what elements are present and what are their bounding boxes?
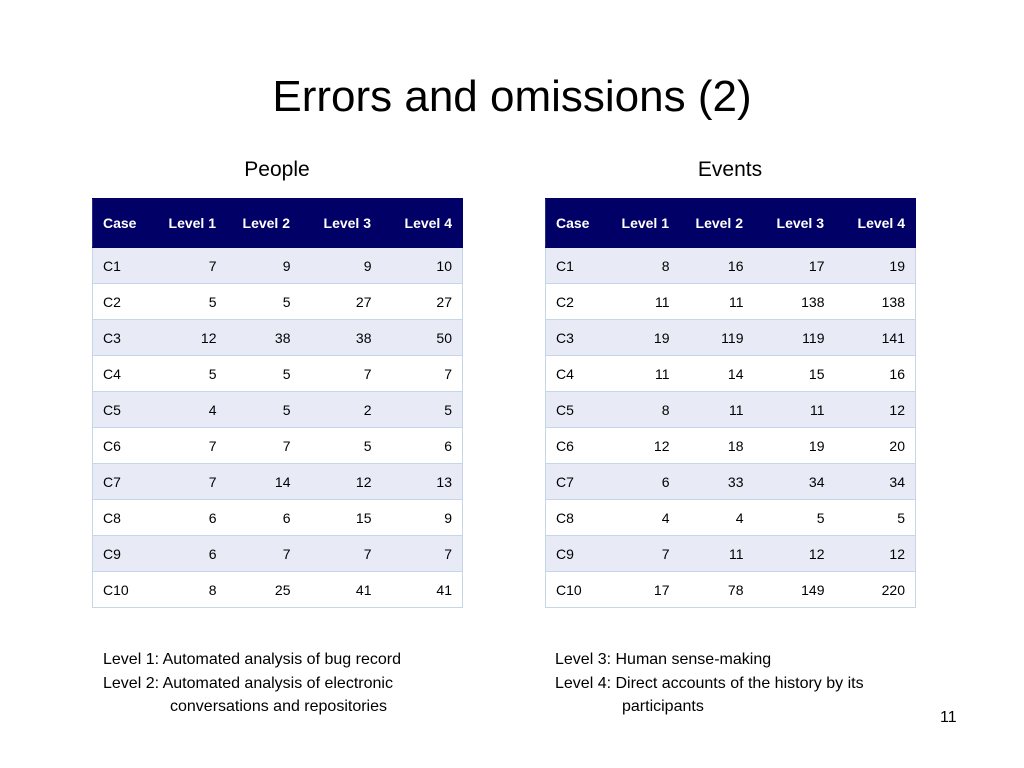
table-cell: C8 xyxy=(546,500,600,536)
table-cell: C7 xyxy=(93,464,147,500)
table-cell: 16 xyxy=(680,248,754,284)
table-row xyxy=(546,572,916,608)
table-header-row xyxy=(546,199,916,248)
column-header: Level 3 xyxy=(301,199,382,248)
table-cell: 38 xyxy=(301,320,382,356)
table-cell: 17 xyxy=(600,572,680,608)
table-cell: C8 xyxy=(93,500,147,536)
table-cell: 12 xyxy=(301,464,382,500)
table-cell: 5 xyxy=(147,284,227,320)
table-cell: 7 xyxy=(147,248,227,284)
column-header: Level 1 xyxy=(600,199,680,248)
table-row xyxy=(546,320,916,356)
table-cell: 15 xyxy=(301,500,382,536)
table-cell: 149 xyxy=(754,572,835,608)
table-row xyxy=(93,284,463,320)
table-cell: 4 xyxy=(600,500,680,536)
table-cell: 4 xyxy=(147,392,227,428)
table-cell: C1 xyxy=(93,248,147,284)
table-cell: 15 xyxy=(754,356,835,392)
column-header: Level 1 xyxy=(147,199,227,248)
table-cell: 9 xyxy=(227,248,301,284)
table-row xyxy=(546,428,916,464)
table-cell: 8 xyxy=(600,392,680,428)
table-cell: 34 xyxy=(835,464,916,500)
legend-line: Level 1: Automated analysis of bug record xyxy=(103,651,401,668)
table-cell: 12 xyxy=(835,536,916,572)
table-cell: 14 xyxy=(227,464,301,500)
table-row xyxy=(93,320,463,356)
table-cell: C10 xyxy=(93,572,147,608)
table-row xyxy=(93,464,463,500)
page-number: 11 xyxy=(940,709,957,726)
table-cell: 2 xyxy=(301,392,382,428)
table-cell: C3 xyxy=(546,320,600,356)
table-cell: 78 xyxy=(680,572,754,608)
table-cell: 7 xyxy=(227,428,301,464)
table-cell: 5 xyxy=(835,500,916,536)
table-cell: 7 xyxy=(301,356,382,392)
table-cell: 41 xyxy=(301,572,382,608)
table-cell: 6 xyxy=(600,464,680,500)
table-row xyxy=(93,500,463,536)
table-cell: 138 xyxy=(835,284,916,320)
column-header: Level 4 xyxy=(382,199,463,248)
table-cell: 7 xyxy=(227,536,301,572)
table-cell: 19 xyxy=(754,428,835,464)
column-header: Level 2 xyxy=(227,199,301,248)
table-row xyxy=(93,572,463,608)
table-cell: 6 xyxy=(382,428,463,464)
table-cell: 6 xyxy=(147,536,227,572)
events-table-heading: Events xyxy=(697,158,763,181)
table-cell: 11 xyxy=(680,392,754,428)
people-table-heading: People xyxy=(244,158,310,181)
table-cell: 41 xyxy=(382,572,463,608)
table-cell: C4 xyxy=(93,356,147,392)
legend-line-continuation: participants xyxy=(622,698,704,715)
table-cell: 38 xyxy=(227,320,301,356)
level-legend-right xyxy=(555,648,864,719)
table-cell: 50 xyxy=(382,320,463,356)
table-cell: 27 xyxy=(301,284,382,320)
table-cell: 12 xyxy=(600,428,680,464)
table-row xyxy=(93,248,463,284)
table-cell: C1 xyxy=(546,248,600,284)
table-cell: 5 xyxy=(754,500,835,536)
legend-line: Level 2: Automated analysis of electronic xyxy=(103,674,393,692)
table-cell: C7 xyxy=(546,464,600,500)
table-cell: 33 xyxy=(680,464,754,500)
table-cell: 27 xyxy=(382,284,463,320)
column-header: Case xyxy=(546,199,600,248)
table-cell: 16 xyxy=(835,356,916,392)
table-cell: 8 xyxy=(600,248,680,284)
table-cell: 12 xyxy=(835,392,916,428)
table-cell: 11 xyxy=(680,536,754,572)
table-cell: 18 xyxy=(680,428,754,464)
table-cell: 4 xyxy=(680,500,754,536)
table-cell: C9 xyxy=(93,536,147,572)
table-cell: 5 xyxy=(227,356,301,392)
table-row xyxy=(546,248,916,284)
table-cell: 12 xyxy=(754,536,835,572)
table-cell: 9 xyxy=(382,500,463,536)
table-header-row xyxy=(93,199,463,248)
table-row xyxy=(546,392,916,428)
table-cell: 17 xyxy=(754,248,835,284)
table-row xyxy=(93,536,463,572)
table-cell: 19 xyxy=(835,248,916,284)
table-row xyxy=(93,428,463,464)
table-cell: 8 xyxy=(147,572,227,608)
table-cell: 220 xyxy=(835,572,916,608)
table-cell: C3 xyxy=(93,320,147,356)
table-cell: 5 xyxy=(382,392,463,428)
column-header: Level 2 xyxy=(680,199,754,248)
table-cell: 141 xyxy=(835,320,916,356)
slide-title: Errors and omissions (2) xyxy=(272,72,752,121)
table-row xyxy=(546,284,916,320)
table-cell: 7 xyxy=(382,536,463,572)
table-cell: C5 xyxy=(546,392,600,428)
table-cell: C9 xyxy=(546,536,600,572)
table-row xyxy=(546,464,916,500)
table-cell: C2 xyxy=(93,284,147,320)
legend-line: Level 3: Human sense-making xyxy=(555,651,772,668)
column-header: Level 4 xyxy=(835,199,916,248)
table-cell: 7 xyxy=(147,464,227,500)
table-row xyxy=(546,356,916,392)
legend-line-continuation: conversations and repositories xyxy=(170,698,388,715)
table-cell: 7 xyxy=(301,536,382,572)
table-cell: 11 xyxy=(754,392,835,428)
column-header: Level 3 xyxy=(754,199,835,248)
legend-line: Level 4: Direct accounts of the history by its xyxy=(555,674,864,692)
table-cell: 20 xyxy=(835,428,916,464)
people-table xyxy=(92,198,463,608)
table-row xyxy=(93,356,463,392)
table-row xyxy=(546,536,916,572)
table-cell: 5 xyxy=(227,284,301,320)
table-cell: 7 xyxy=(147,428,227,464)
table-cell: 119 xyxy=(680,320,754,356)
table-cell: 34 xyxy=(754,464,835,500)
table-cell: 25 xyxy=(227,572,301,608)
table-cell: C5 xyxy=(93,392,147,428)
table-cell: 14 xyxy=(680,356,754,392)
table-cell: 12 xyxy=(147,320,227,356)
table-cell: 11 xyxy=(600,356,680,392)
table-cell: 13 xyxy=(382,464,463,500)
table-cell: 5 xyxy=(227,392,301,428)
table-cell: 19 xyxy=(600,320,680,356)
level-legend-left xyxy=(103,648,401,719)
column-header: Case xyxy=(93,199,147,248)
table-cell: C6 xyxy=(93,428,147,464)
table-cell: 11 xyxy=(680,284,754,320)
table-cell: 5 xyxy=(301,428,382,464)
table-cell: 7 xyxy=(382,356,463,392)
table-cell: 9 xyxy=(301,248,382,284)
table-cell: 5 xyxy=(147,356,227,392)
table-cell: 138 xyxy=(754,284,835,320)
table-row xyxy=(546,500,916,536)
table-cell: 6 xyxy=(227,500,301,536)
table-cell: 6 xyxy=(147,500,227,536)
table-cell: 119 xyxy=(754,320,835,356)
events-table xyxy=(545,198,916,608)
table-row xyxy=(93,392,463,428)
table-cell: 11 xyxy=(600,284,680,320)
table-cell: C4 xyxy=(546,356,600,392)
table-cell: C6 xyxy=(546,428,600,464)
table-cell: 7 xyxy=(600,536,680,572)
table-cell: 10 xyxy=(382,248,463,284)
table-cell: C10 xyxy=(546,572,600,608)
table-cell: C2 xyxy=(546,284,600,320)
